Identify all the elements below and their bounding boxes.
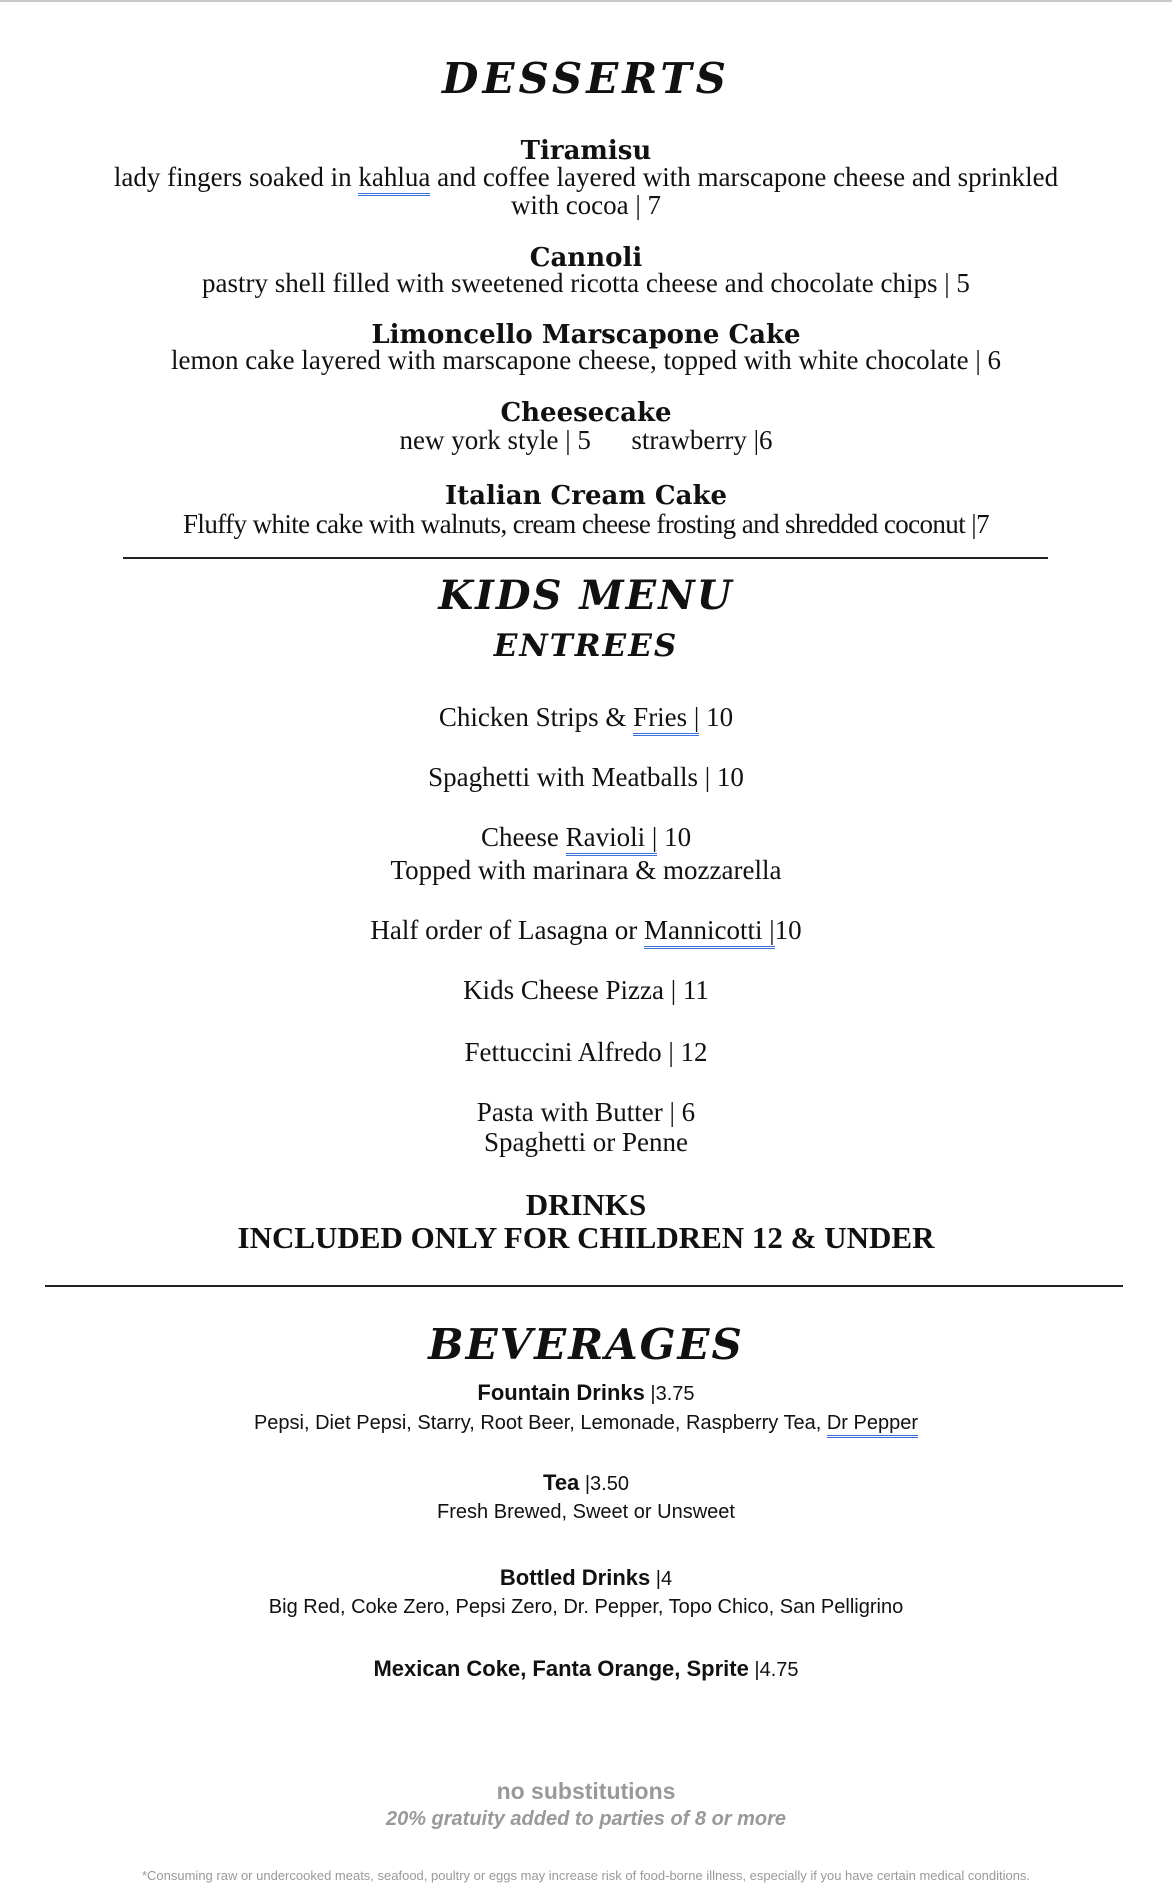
footer-gratuity-note: 20% gratuity added to parties of 8 or more <box>385 1808 787 1830</box>
dessert-desc-limoncello: lemon cake layered with marscapone cheese, topped with white chocolate | 6 <box>170 345 1002 375</box>
beverages-heading: BEVERAGES <box>428 1320 744 1369</box>
top-border <box>0 0 1172 2</box>
beverage-bottled-desc: Big Red, Coke Zero, Pepsi Zero, Dr. Pepper, Topo Chico, San Pelligrino <box>268 1596 904 1618</box>
spellcheck-flag[interactable]: Ravioli | <box>566 822 658 856</box>
dessert-desc-cannoli: pastry shell filled with sweetened ricotta cheese and chocolate chips | 5 <box>202 268 970 298</box>
dessert-desc-tiramisu-line2: with cocoa | 7 <box>510 190 662 220</box>
kids-item-lasagna: Half order of Lasagna or Mannicotti |10 <box>0 915 1172 946</box>
beverage-fountain-desc: Pepsi, Diet Pepsi, Starry, Root Beer, Lemonade, Raspberry Tea, Dr Pepper <box>0 1412 1172 1435</box>
beverage-mexican-coke: Mexican Coke, Fanta Orange, Sprite |4.75 <box>373 1656 799 1681</box>
kids-item-pasta-options: Spaghetti or Penne <box>484 1127 688 1157</box>
kids-drinks-label: DRINKS <box>525 1187 647 1222</box>
spellcheck-flag[interactable]: Fries | <box>633 702 699 736</box>
desserts-heading: DESSERTS <box>442 54 730 103</box>
dessert-desc-cheesecake: new york style | 5 strawberry |6 <box>399 425 773 455</box>
kids-item-cheese-ravioli: Cheese Ravioli | 10 <box>0 822 1172 853</box>
footer-no-substitutions: no substitutions <box>496 1778 676 1804</box>
kids-item-chicken-strips: Chicken Strips & Fries | 10 <box>0 702 1172 733</box>
spellcheck-flag[interactable]: Dr Pepper <box>827 1412 918 1438</box>
entrees-subheading: ENTREES <box>493 628 679 664</box>
beverage-fountain-drinks: Fountain Drinks |3.75 <box>477 1380 695 1405</box>
dessert-desc-tiramisu: lady fingers soaked in kahlua and coffee layered with marscapone cheese and sprinkled <box>0 163 1172 191</box>
footer-disclaimer: *Consuming raw or undercooked meats, seafood, poultry or eggs may increase risk of food-borne illness, especially if you have certain medical conditions. <box>141 1868 1031 1883</box>
dessert-name-tiramisu: Tiramisu <box>520 136 652 166</box>
section-divider <box>123 557 1048 559</box>
dessert-desc-italian-cream-cake: Fluffy white cake with walnuts, cream cheese frosting and shredded coconut |7 <box>183 509 989 539</box>
dessert-name-italian-cream-cake: Italian Cream Cake <box>444 481 727 511</box>
kids-item-spaghetti: Spaghetti with Meatballs | 10 <box>428 762 744 792</box>
spellcheck-flag[interactable]: Mannicotti | <box>644 915 775 949</box>
section-divider <box>45 1285 1123 1287</box>
kids-item-fettuccini: Fettuccini Alfredo | 12 <box>464 1037 708 1067</box>
spellcheck-flag[interactable]: kahlua <box>358 162 430 196</box>
dessert-name-cheesecake: Cheesecake <box>500 398 672 428</box>
kids-drinks-note: INCLUDED ONLY FOR CHILDREN 12 & UNDER <box>237 1220 935 1255</box>
kids-item-cheese-pizza: Kids Cheese Pizza | 11 <box>463 975 709 1005</box>
dessert-name-cannoli: Cannoli <box>529 243 643 273</box>
beverage-tea: Tea |3.50 <box>543 1470 629 1495</box>
beverage-tea-desc: Fresh Brewed, Sweet or Unsweet <box>437 1501 735 1523</box>
dessert-name-limoncello: Limoncello Marscapone Cake <box>371 320 801 350</box>
kids-menu-heading: KIDS MENU <box>438 572 734 619</box>
beverage-bottled-drinks: Bottled Drinks |4 <box>499 1565 673 1590</box>
kids-item-ravioli-note: Topped with marinara & mozzarella <box>390 855 782 885</box>
kids-item-pasta-butter: Pasta with Butter | 6 <box>476 1097 696 1127</box>
